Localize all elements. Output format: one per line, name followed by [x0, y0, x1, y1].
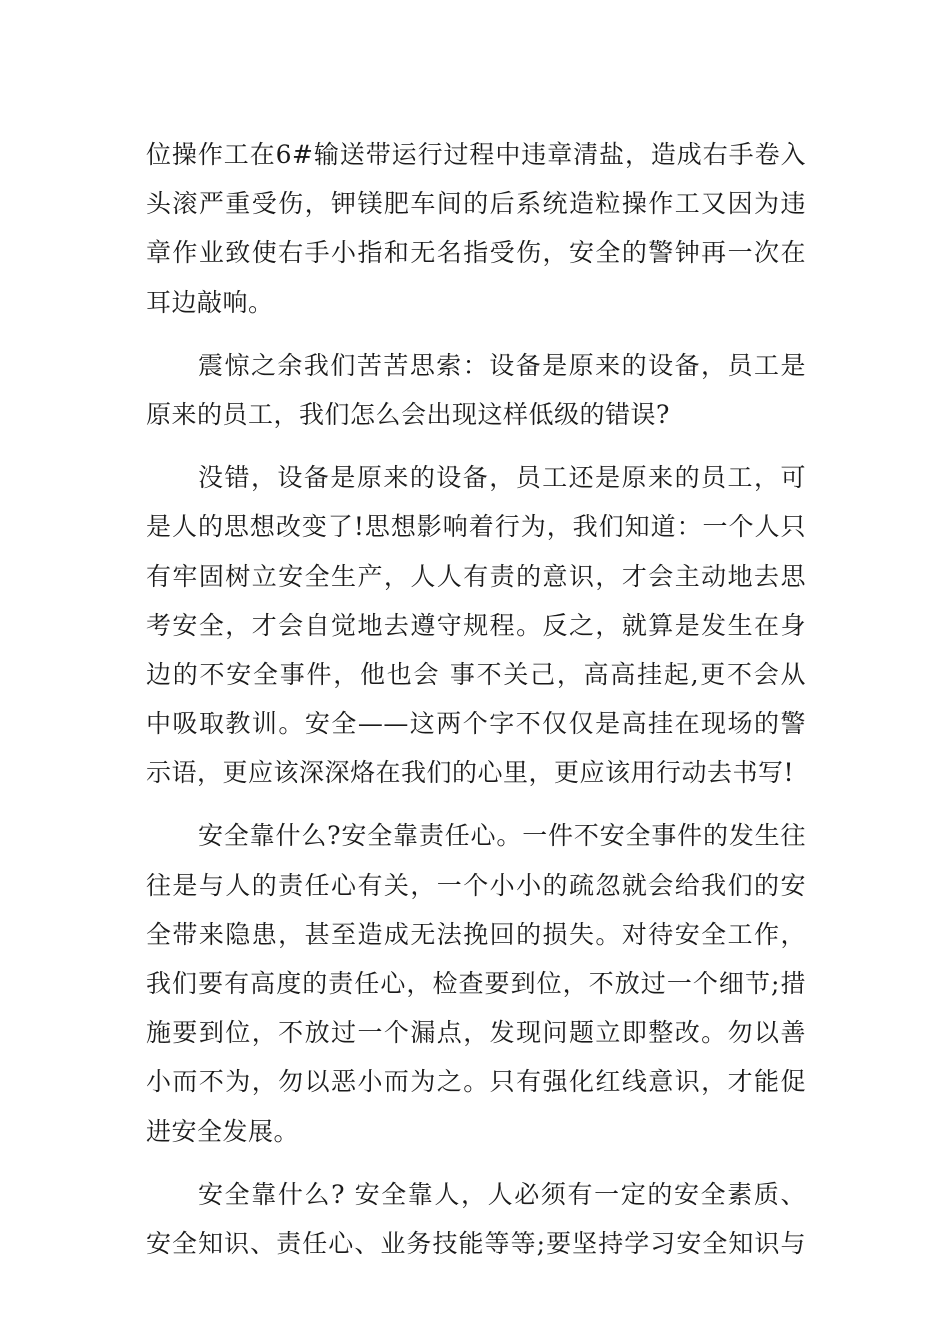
paragraph: [146, 453, 806, 797]
text-line: 耳边敲响。: [146, 287, 274, 317]
text-line: 往是与人的责任心有关，一个小小的疏忽就会给我们的安: [146, 870, 806, 900]
text-line: 没错，设备是原来的设备，员工还是原来的员工，可: [198, 463, 806, 493]
text-line: 我们要有高度的责任心，检查要到位，不放过一个细节;措: [146, 969, 806, 998]
text-line: 安全靠什么? 安全靠人，人必须有一定的安全素质、: [198, 1179, 806, 1209]
text-line: 震惊之余我们苦苦思索：设备是原来的设备，员工是: [198, 350, 806, 380]
text-line: 进安全发展。: [146, 1116, 300, 1146]
paragraph: [146, 341, 806, 439]
paragraph: [146, 130, 806, 327]
paragraph-gap: [146, 1156, 806, 1170]
text-line: 小而不为，勿以恶小而为之。只有强化红线意识，才能促: [146, 1067, 806, 1097]
text-line: 有牢固树立安全生产，人人有责的意识，才会主动地去思: [146, 561, 806, 591]
text-line: 原来的员工，我们怎么会出现这样低级的错误?: [146, 399, 670, 429]
text-line: 是人的思想改变了!思想影响着行为，我们知道：一个人只: [146, 512, 806, 542]
text-line: 边的不安全事件，他也会 事不关己，高高挂起,更不会从: [146, 659, 806, 689]
text-line: 头滚严重受伤，钾镁肥车间的后系统造粒操作工又因为违: [146, 189, 806, 219]
text-line: 位操作工在6#输送带运行过程中违章清盐，造成右手卷入: [146, 140, 806, 169]
text-line: 施要到位，不放过一个漏点，发现问题立即整改。勿以善: [146, 1018, 806, 1048]
paragraph: [146, 1170, 806, 1268]
text-line: 安全靠什么?安全靠责任心。一件不安全事件的发生往: [198, 821, 806, 851]
paragraph-gap: [146, 327, 806, 341]
text-line: 全带来隐患，甚至造成无法挽回的损失。对待安全工作，: [146, 919, 806, 949]
text-line: 示语，更应该深深烙在我们的心里，更应该用行动去书写!: [146, 758, 795, 788]
text-line: 章作业致使右手小指和无名指受伤，安全的警钟再一次在: [146, 238, 806, 268]
paragraph-gap: [146, 797, 806, 811]
text-line: 中吸取教训。安全——这两个字不仅仅是高挂在现场的警: [146, 709, 806, 739]
text-line: 考安全，才会自觉地去遵守规程。反之，就算是发生在身: [146, 610, 806, 640]
paragraph: [146, 811, 806, 1155]
document-body: [146, 130, 806, 1268]
paragraph-gap: [146, 439, 806, 453]
text-line: 安全知识、责任心、业务技能等等;要坚持学习安全知识与: [146, 1228, 806, 1258]
